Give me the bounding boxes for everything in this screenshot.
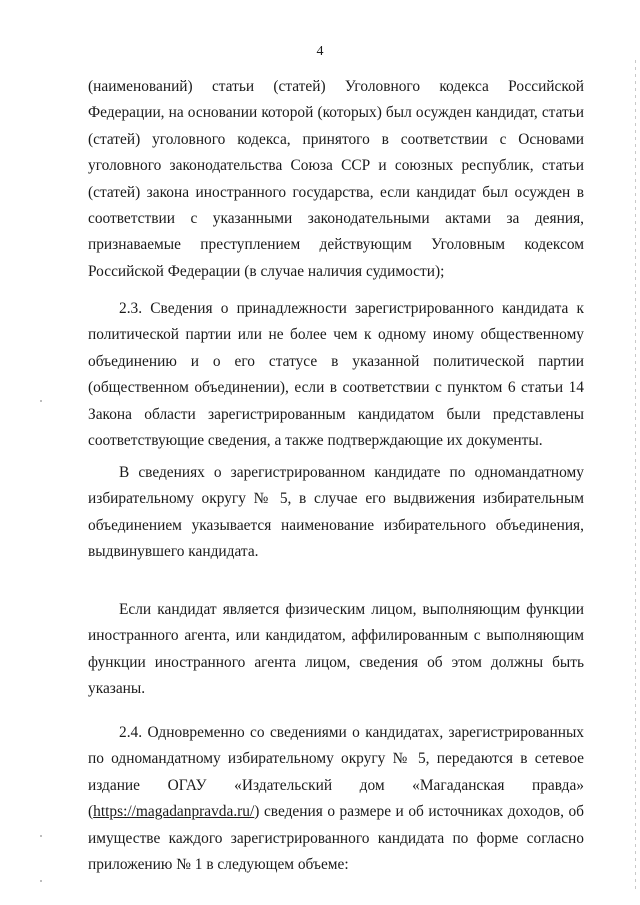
scan-dot-artifact [40, 400, 42, 402]
paragraph-2-4-text-end: ) сведения о размере и об источниках доходов, об имуществе каждого зарегистрированного кандидата по форме согласно приложению № 1 в следующем объеме: [88, 803, 584, 874]
paragraph-2-4-income-info [88, 720, 584, 878]
paragraph-2-4-text-start: 2.4. Одновременно со сведениями о кандидатах, зарегистрированных по одномандатному избирательному округу № 5, передаются в сетевое издание ОГАУ «Издательский дом «Магаданская правда» ( [88, 724, 584, 821]
paragraph-conviction-articles: (наименований) статьи (статей) Уголовного кодекса Российской Федерации, на основании которой (которых) был осужден кандидат, статьи (статей) уголовного кодекса, принятого в соответствии с Основами уголовного законодательства Союза ССР и союзных республик, статьи (статей) закона иностранного государства, если кандидат был осужден в соответствии с указанными законодательными актами за деяния, признаваемые преступлением действующим Уголовным кодексом Российской Федерации (в случае наличия судимости); [88, 78, 584, 280]
scan-dot-artifact [40, 880, 42, 882]
magadanpravda-link[interactable]: https://magadanpravda.ru/ [93, 803, 255, 821]
paragraph-2-3-party-membership: 2.3. Сведения о принадлежности зарегистрированного кандидата к политической партии или не более чем к одному иному общественному объединению и о его статусе в указанной политической партии (общественном объединении), если в соответствии с пунктом 6 статьи 14 Закона области зарегистрированным кандидатом были представлены соответствующие сведения, а также подтверждающие их документы. [88, 300, 584, 450]
page-number: 4 [316, 44, 324, 59]
scan-dot-artifact [40, 835, 42, 837]
paragraph-foreign-agent: Если кандидат является физическим лицом, выполняющим функции иностранного агента, или кандидатом, аффилированным с выполняющим функции иностранного агента лицом, сведения об этом должны быть указаны. [88, 601, 584, 698]
scan-edge-artifact [635, 60, 636, 890]
paragraph-electoral-association: В сведениях о зарегистрированном кандидате по одномандатному избирательному округу № 5, в случае его выдвижения избирательным объединением указывается наименование избирательного объединения, выдвинувшего кандидата. [88, 464, 584, 561]
